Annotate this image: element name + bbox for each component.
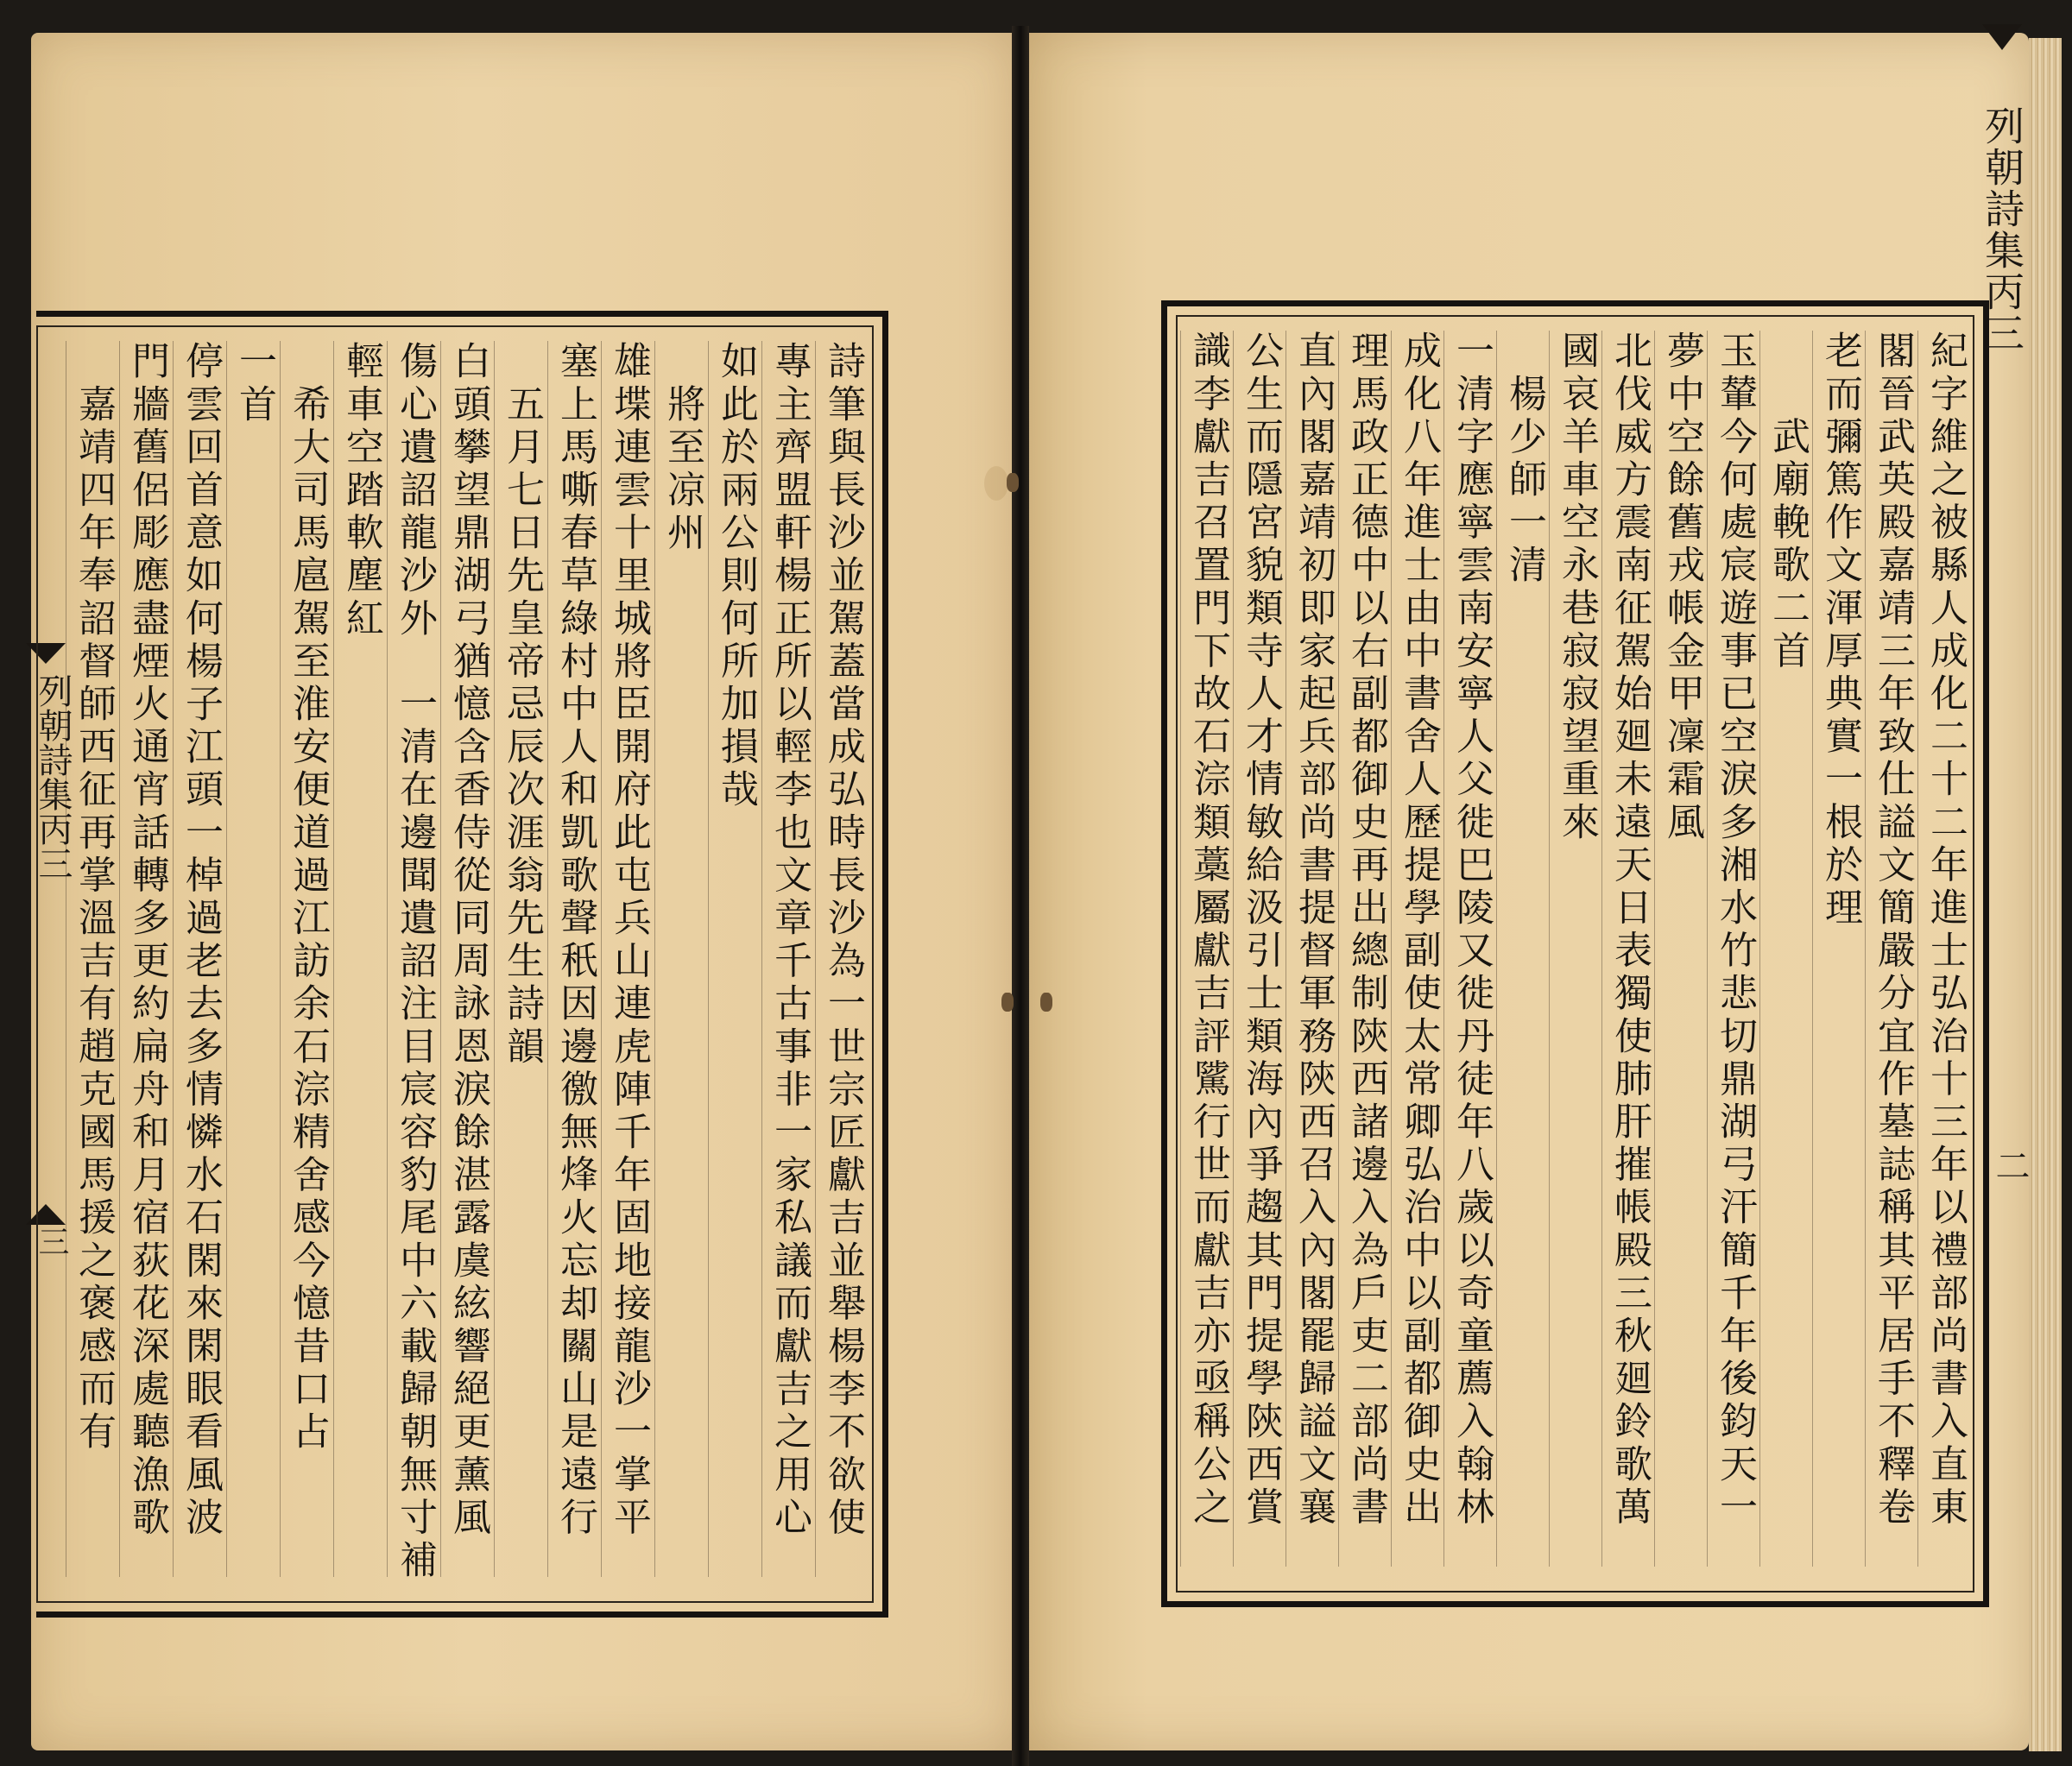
text-column	[1712, 331, 1757, 1567]
column-text: 識李獻吉召置門下故石淙類藁屬獻吉評騭行世而獻吉亦亟稱公之	[1186, 331, 1230, 1529]
column-text: 專主齊盟軒楊正所以輕李也文章千古事非一	[768, 341, 812, 1155]
column-text: 老而彌篤作文渾厚典實一根於理	[1818, 331, 1862, 930]
column-text: 將至凉州	[660, 341, 704, 555]
column-text: 如此於兩公則何所加損哉	[714, 341, 758, 812]
text-column	[1659, 331, 1704, 1567]
column-text: 成化八年進士由中書舍人歷提學副使太常卿弘治中以副都御史出	[1397, 331, 1441, 1529]
column-text: 嘉靖四年奉詔督師西征再掌溫吉有趙克國	[72, 341, 116, 1155]
column-text: 門牆舊侶彫應盡煙火通宵話轉多更約扁舟	[125, 341, 169, 1112]
column-text: 直內閣嘉靖初即家起兵部尚書提督軍務陝西召入內閣罷歸謚文襄	[1292, 331, 1336, 1529]
text-column	[1185, 331, 1230, 1567]
text-column	[445, 341, 490, 1577]
text-column	[1449, 331, 1494, 1567]
text-column	[1554, 331, 1599, 1567]
right-banxin-title: 列朝詩集丙三	[1979, 105, 2025, 354]
text-column	[606, 341, 651, 1577]
text-column	[71, 341, 116, 1577]
text-column	[660, 341, 704, 1577]
stain-mark	[984, 466, 1008, 501]
column-text: 武廟輓歌二首	[1766, 331, 1810, 673]
text-column	[820, 341, 865, 1577]
right-page-number: 二	[1990, 1148, 2030, 1183]
text-column	[499, 341, 544, 1577]
left-text-frame	[36, 311, 888, 1618]
page-edge	[2029, 38, 2062, 1751]
column-text-tail: 獻吉並舉楊李不欲使	[821, 1154, 865, 1540]
text-column	[1291, 331, 1336, 1567]
text-column	[231, 341, 276, 1577]
text-column	[1607, 331, 1652, 1567]
text-column	[767, 341, 812, 1577]
text-column	[713, 341, 758, 1577]
text-column	[1923, 331, 1968, 1567]
binding-hole	[1001, 993, 1014, 1012]
column-text-tail: 感今憶昔口占	[286, 1197, 330, 1454]
text-column	[178, 341, 223, 1577]
column-text: 詩筆與長沙並駕蓋當成弘時長沙為一世宗匠	[821, 341, 865, 1155]
column-text: 閣晉武英殿嘉靖三年致仕謚文簡嚴分宜作墓誌稱其平居手不釋卷	[1871, 331, 1915, 1529]
column-text-tail: 烽火忘却關山是遠行	[553, 1154, 597, 1540]
column-text-tail: 注目宸容豹尾中六載歸朝無寸補	[393, 983, 437, 1583]
column-text: 理馬政正德中以右副都御史再出總制陝西諸邊入為戶吏二部尚書	[1344, 331, 1388, 1529]
column-text: 塞上馬嘶春草綠村中人和凱歌聲秖因邊徼無	[553, 341, 597, 1155]
left-banxin-title: 列朝詩集丙三	[33, 673, 73, 880]
left-page-number: 三	[34, 1226, 69, 1257]
column-text: 停雲回首意如何楊子江頭一棹過老去多情	[179, 341, 223, 1112]
column-text-tail: 家私議而獻吉之用心	[768, 1154, 812, 1540]
text-column	[392, 341, 437, 1583]
text-column	[1765, 331, 1810, 1567]
text-column	[1396, 331, 1441, 1567]
column-text-tail: 憐水石閑來閑眼看風波	[179, 1111, 223, 1540]
column-text: 一首	[232, 341, 276, 427]
right-text-frame	[1161, 300, 1989, 1607]
column-text: 雄堞連雲十里城將臣開府此屯兵山連虎陣千	[607, 341, 651, 1155]
column-text: 五月七日先皇帝忌辰次涯翁先生詩韻	[500, 341, 544, 1069]
column-text: 玉輦今何處宸遊事已空淚多湘水竹悲切鼎湖弓汗簡千年後鈞天一	[1713, 331, 1757, 1529]
text-column	[1817, 331, 1862, 1567]
column-text-tail: 湛露虞絃響絕更薰風	[446, 1154, 490, 1540]
column-text: 北伐威方震南征駕始廻未遠天日表獨使肺肝摧帳殿三秋廻鈴歌萬	[1608, 331, 1652, 1529]
text-column	[124, 341, 169, 1577]
column-text: 傷心遺詔龍沙外 一清在邊聞遺詔	[393, 341, 437, 983]
column-text: 希大司馬扈駕至淮安便道過江訪余石淙精舍	[286, 341, 330, 1197]
text-column	[285, 341, 330, 1577]
column-text-tail: 馬援之褒感而有	[72, 1154, 116, 1454]
column-text-tail: 和月宿荻花深處聽漁歌	[125, 1111, 169, 1540]
binding-hole	[1007, 473, 1019, 492]
right-banxin	[1974, 17, 2026, 1640]
column-text: 楊少師一清	[1502, 331, 1546, 588]
column-text: 公生而隱宮貌類寺人才情敏給汲引士類海內爭趨其門提學陝西賞	[1239, 331, 1283, 1529]
text-column	[1870, 331, 1915, 1567]
column-text: 紀字維之被縣人成化二十二年進士弘治十三年以禮部尚書入直東	[1924, 331, 1968, 1529]
book-gutter	[1012, 26, 1029, 1766]
column-text: 輕車空踏軟塵紅	[339, 341, 383, 641]
text-column	[338, 341, 383, 1577]
text-column	[1501, 331, 1546, 1567]
column-text: 白頭攀望鼎湖弓猶憶含香侍從同周詠恩淚餘	[446, 341, 490, 1155]
column-text: 一清字應寧雲南安寧人父徙巴陵又徙丹徒年八歲以奇童薦入翰林	[1450, 331, 1494, 1529]
text-column	[1238, 331, 1283, 1567]
column-text: 國哀羊車空永巷寂寂望重來	[1555, 331, 1599, 845]
column-text: 夢中空餘舊戎帳金甲凜霜風	[1660, 331, 1704, 845]
fish-tail-mark	[1982, 24, 2022, 50]
text-column	[1343, 331, 1388, 1567]
text-column	[553, 341, 597, 1577]
binding-hole	[1040, 993, 1052, 1012]
column-text-tail: 年固地接龍沙一掌平	[607, 1154, 651, 1540]
